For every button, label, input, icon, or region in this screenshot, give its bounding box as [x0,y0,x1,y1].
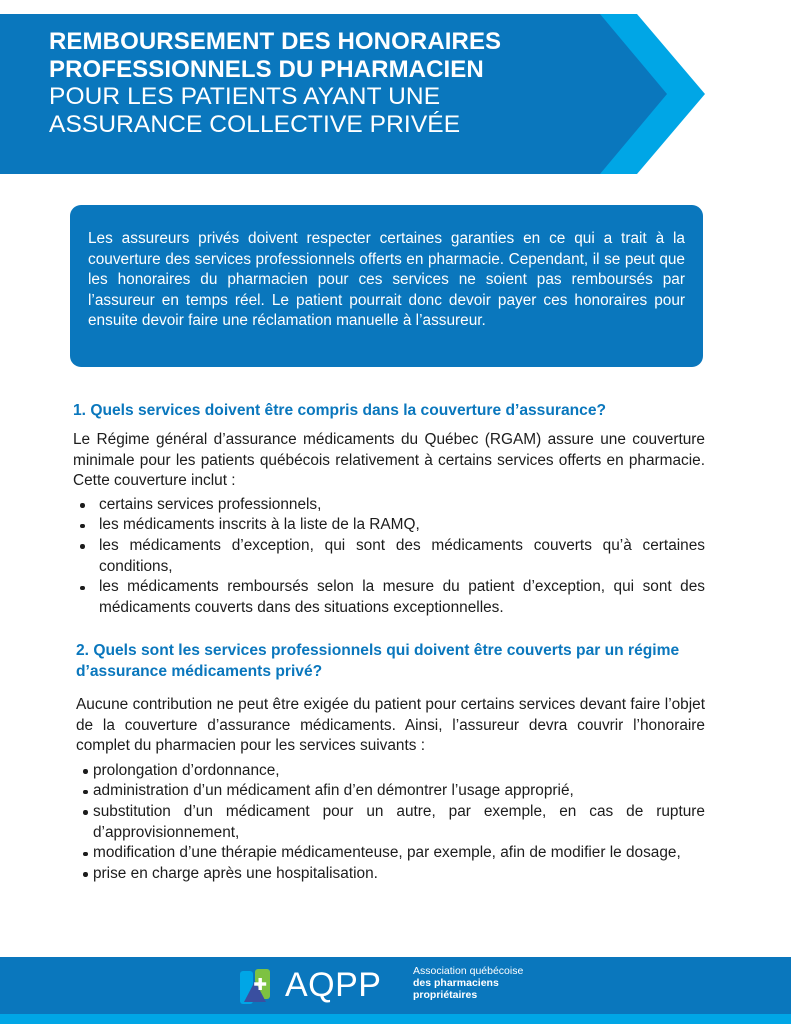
bullet-text: les médicaments inscrits à la liste de la RAMQ, [99,516,420,534]
tagline-line-2: des pharmaciens [413,977,499,989]
bullet-item [76,864,705,885]
logo-wordmark: AQPP [285,966,382,1004]
title-line-bold-2: PROFESSIONNELS DU PHARMACIEN [49,55,484,83]
footer [0,957,791,1024]
section-1-heading: 1. Quels services doivent être compris dans la couverture d’assurance? [73,402,607,419]
section-1 [73,400,705,618]
section-2 [76,640,705,884]
section-1-bullet-list [73,495,705,619]
bullet-dot-icon [80,586,85,591]
bullet-item [73,515,705,536]
bullet-text: les médicaments remboursés selon la mesure du patient d’exception, qui sont des médicaments couverts dans des situations exceptionnelles. [99,578,705,616]
footer-accent-stripe [0,1014,791,1024]
bullet-dot-icon [83,872,88,877]
logo-tagline [413,965,523,1001]
title-line-light-1: POUR LES PATIENTS AYANT UNE [49,83,441,110]
section-2-heading: 2. Quels sont les services professionnels qui doivent être couverts par un régime d’assurance médicaments privé? [76,642,680,680]
bullet-text: certains services professionnels, [99,495,322,513]
bullet-text: modification d’une thérapie médicamenteuse, par exemple, afin de modifier le dosage, [93,844,681,862]
section-1-body: Le Régime général d’assurance médicaments du Québec (RGAM) assure une couverture minimale pour les patients québécois relativement à certains services offerts en pharmacie. Cette couverture inclut : [73,431,705,490]
bullet-item [73,536,705,577]
bullet-item [76,781,705,802]
header-banner [0,0,791,190]
section-2-bullet-list [76,761,705,885]
title-line-bold-1: REMBOURSEMENT DES HONORAIRES [49,28,502,55]
tagline-line-3: propriétaires [413,989,478,1001]
tagline-line-1: Association québécoise [413,965,524,977]
footer-band [0,957,791,1014]
intro-callout-box [70,205,703,367]
bullet-dot-icon [83,790,88,795]
section-2-body: Aucune contribution ne peut être exigée du patient pour certains services devant faire l’objet de la couverture d’assurance médicaments. Ainsi, l’assureur devra couvrir l’honoraire complet du pharmacien pour les services suivants : [76,696,705,755]
intro-text: Les assureurs privés doivent respecter certaines garanties en ce qui a trait à la couverture des services professionnels offerts en pharmacie. Cependant, il se peut que les honoraires du pharmacien pour ces services ne soient pas remboursés par l’assureur en temps réel. Le patient pourrait donc devoir payer ces honoraires pour ensuite devoir faire une réclamation manuelle à l’assureur. [88,230,685,330]
page-title [49,28,609,138]
title-line-light-2: ASSURANCE COLLECTIVE PRIVÉE [49,110,461,138]
bullet-text: substitution d’un médicament pour un autre, par exemple, en cas de rupture d’approvisionnement, [93,802,705,841]
bullet-item [76,761,705,782]
bullet-dot-icon [80,544,85,549]
bullet-text: administration d’un médicament afin d’en démontrer l’usage approprié, [93,782,574,800]
bullet-item [73,495,705,516]
bullet-item [76,802,705,843]
bullet-dot-icon [80,524,85,529]
bullet-dot-icon [83,810,88,815]
bullet-item [76,843,705,864]
bullet-text: prise en charge après une hospitalisation. [93,864,378,882]
aqpp-cross-logo-icon [240,969,270,1004]
bullet-text: prolongation d’ordonnance, [93,761,280,779]
bullet-dot-icon [80,503,85,508]
bullet-item [73,577,705,618]
bullet-text: les médicaments d’exception, qui sont des médicaments couverts qu’à certaines conditions, [99,536,705,575]
bullet-dot-icon [83,769,88,774]
bullet-dot-icon [83,852,88,857]
